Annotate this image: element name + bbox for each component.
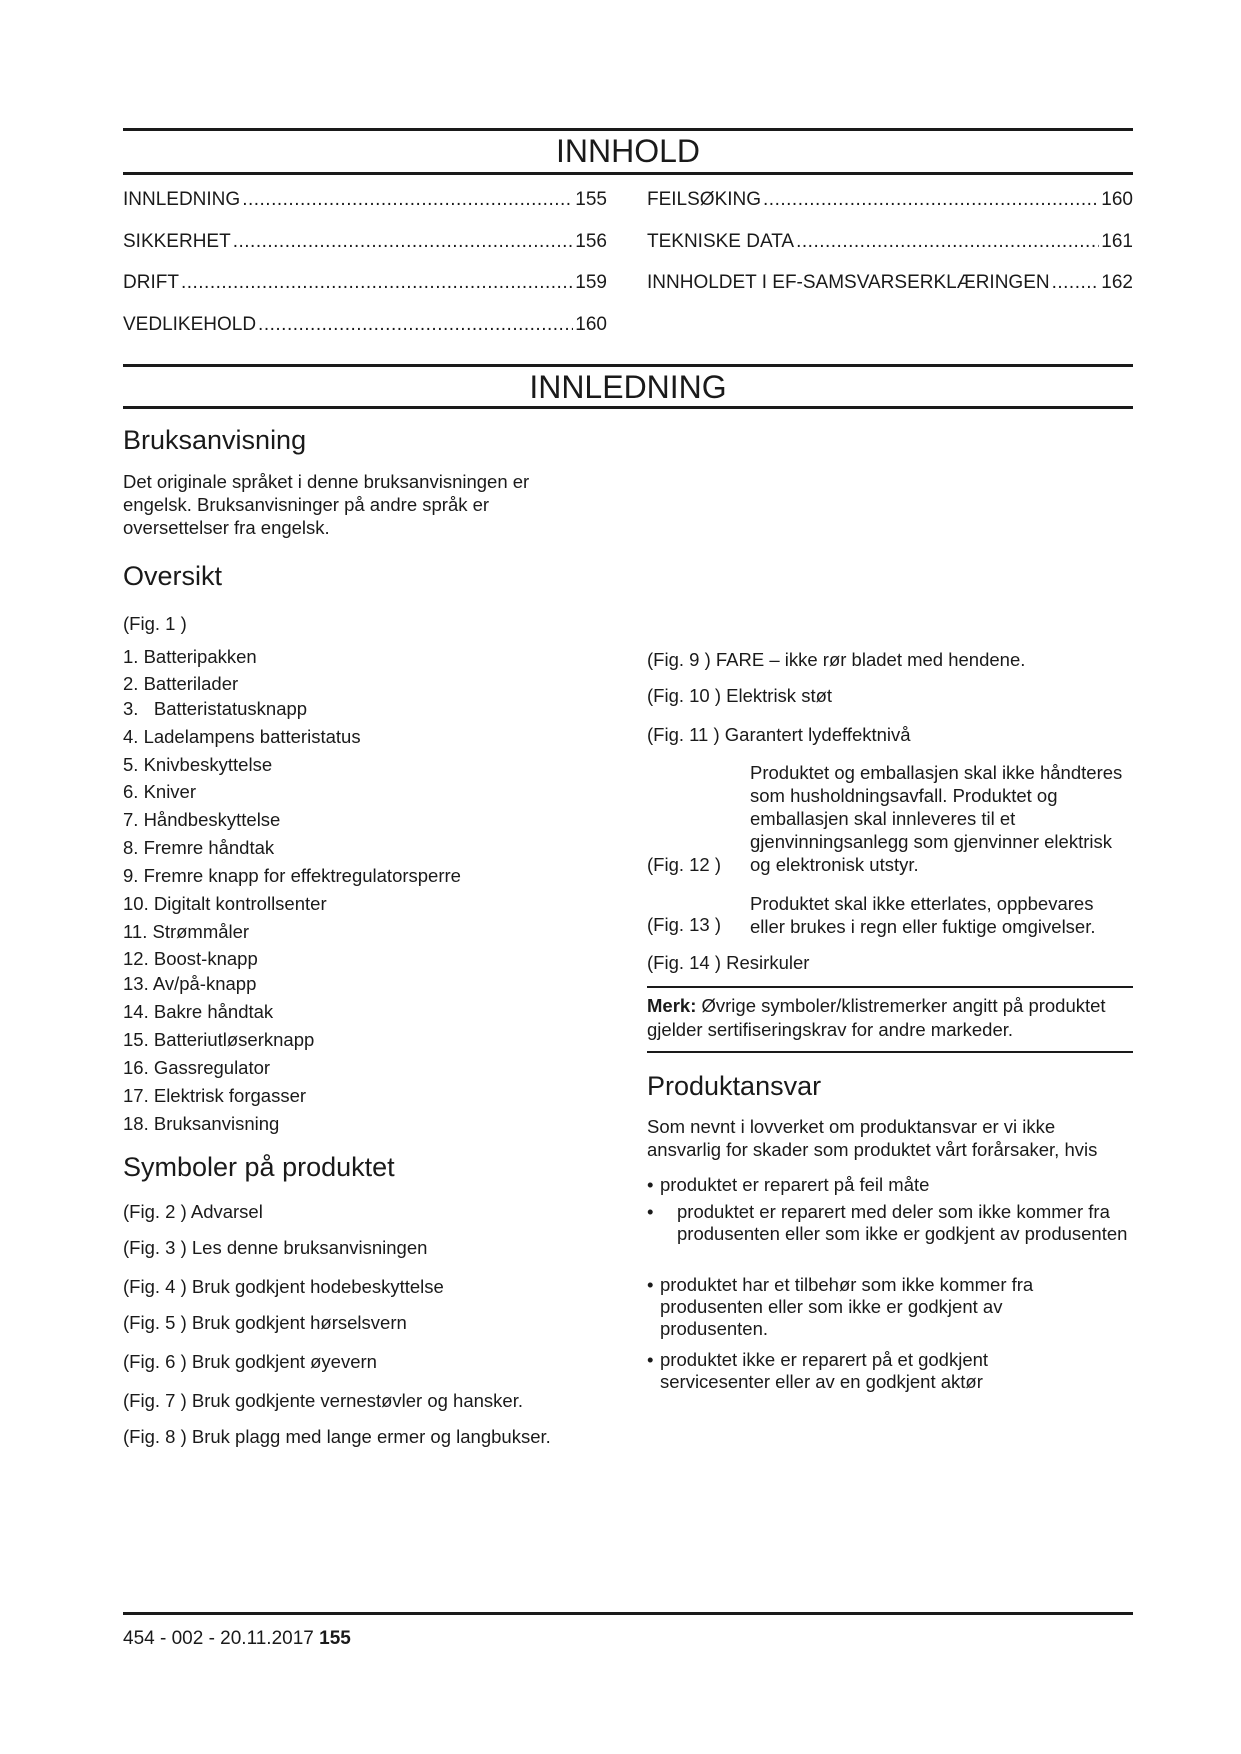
toc-entry-sikkerhet[interactable] [123, 231, 607, 253]
footer-rule [123, 1612, 1133, 1615]
produktansvar-bullet-1: produktet er reparert på feil måte [660, 1174, 930, 1195]
oversikt-heading: Oversikt [123, 561, 223, 591]
bullet-icon: • [647, 1349, 654, 1370]
symbol-fig-3: (Fig. 3 ) Les denne bruksanvisningen [123, 1237, 428, 1258]
note [647, 994, 1133, 1042]
symboler-heading: Symboler på produktet [123, 1152, 395, 1182]
toc-entry-drift[interactable] [123, 272, 607, 294]
symbol-fig-5: (Fig. 5 ) Bruk godkjent hørselsvern [123, 1312, 407, 1333]
list-item: 15. Batteriutløserknapp [123, 1029, 315, 1050]
symbol-fig-11: (Fig. 11 ) Garantert lydeffektnivå [647, 724, 911, 745]
list-item: 11. Strømmåler [123, 921, 250, 942]
innhold-bottom-rule [123, 172, 1133, 175]
bruksanvisning-heading: Bruksanvisning [123, 425, 307, 455]
list-item: 2. Batterilader [123, 673, 239, 694]
list-item: 18. Bruksanvisning [123, 1113, 280, 1134]
footer-doc: 454 - 002 - 20.11.2017 [123, 1628, 314, 1649]
oversikt-fig-ref: (Fig. 1 ) [123, 613, 187, 634]
innhold-top-rule [123, 128, 1133, 131]
toc-entry-ef-samsvar[interactable] [647, 272, 1133, 294]
toc-page: 160 [1101, 189, 1133, 210]
list-item: 14. Bakre håndtak [123, 1001, 274, 1022]
symbol-fig-13-text: Produktet skal ikke etterlates, oppbevares eller brukes i regn eller fuktige omgivelser. [750, 893, 1096, 937]
list-item: 9. Fremre knapp for effektregulatorsperre [123, 865, 461, 886]
list-item: 12. Boost-knapp [123, 948, 258, 969]
symbol-fig-8: (Fig. 8 ) Bruk plagg med lange ermer og langbukser. [123, 1426, 551, 1447]
toc-label: FEILSØKING [647, 189, 762, 210]
toc-page: 160 [575, 314, 607, 335]
symbol-fig-9: (Fig. 9 ) FARE – ikke rør bladet med hendene. [647, 649, 1026, 670]
toc-label: INNLEDNING [123, 189, 241, 210]
symbol-fig-4: (Fig. 4 ) Bruk godkjent hodebeskyttelse [123, 1276, 444, 1297]
produktansvar-heading: Produktansvar [647, 1071, 822, 1101]
bullet-icon: • [647, 1174, 654, 1195]
symbol-fig-10: (Fig. 10 ) Elektrisk støt [647, 685, 833, 706]
list-item: 7. Håndbeskyttelse [123, 809, 281, 830]
note-label: Merk: [647, 995, 697, 1016]
produktansvar-bullet-4: produktet ikke er reparert på et godkjent servicesenter eller av en godkjent aktør [660, 1349, 989, 1392]
toc-label: INNHOLDET I EF-SAMSVARSERKLÆRINGEN [647, 272, 1050, 293]
list-item: 1. Batteripakken [123, 646, 257, 667]
toc-page: 159 [575, 272, 607, 293]
produktansvar-bullet-2: produktet er reparert med deler som ikke kommer fra produsenten eller som ikke er godkjent av produsenten [677, 1201, 1128, 1244]
toc-page: 156 [575, 231, 607, 252]
list-item: 13. Av/på-knapp [123, 973, 257, 994]
list-item: 10. Digitalt kontrollsenter [123, 893, 327, 914]
bullet-icon: • [647, 1274, 654, 1295]
note-bottom-rule [647, 1051, 1133, 1053]
bullet-icon: • [647, 1201, 654, 1222]
list-item: 4. Ladelampens batteristatus [123, 726, 361, 747]
toc-label: SIKKERHET [123, 231, 231, 252]
page-footer [123, 1628, 351, 1650]
toc-label: TEKNISKE DATA [647, 231, 795, 252]
toc-page: 161 [1101, 231, 1133, 252]
list-item: 8. Fremre håndtak [123, 837, 275, 858]
list-item: 16. Gassregulator [123, 1057, 271, 1078]
innhold-title: INNHOLD [555, 133, 700, 169]
produktansvar-intro: Som nevnt i lovverket om produktansvar er vi ikke ansvarlig for skader som produktet vårt forårsaker, hvis [647, 1116, 1098, 1160]
toc-entry-innledning[interactable] [123, 189, 607, 211]
symbol-fig-12-label: (Fig. 12 ) [647, 854, 722, 875]
list-item: 17. Elektrisk forgasser [123, 1085, 307, 1106]
symbol-fig-14: (Fig. 14 ) Resirkuler [647, 952, 810, 973]
toc-page: 162 [1101, 272, 1133, 293]
note-top-rule [647, 986, 1133, 988]
symbol-fig-12-text: Produktet og emballasjen skal ikke håndteres som husholdningsavfall. Produktet og emballasjen skal innleveres til et gjenvinningsanlegg som gjenvinner elektrisk og elektronisk utstyr. [750, 762, 1123, 875]
footer-page-number: 155 [319, 1628, 351, 1649]
innledning-top-rule [123, 364, 1133, 367]
symbol-fig-7: (Fig. 7 ) Bruk godkjente vernestøvler og hansker. [123, 1390, 523, 1411]
produktansvar-bullet-3: produktet har et tilbehør som ikke kommer fra produsenten eller som ikke er godkjent av produsenten. [660, 1274, 1034, 1339]
symbol-fig-2: (Fig. 2 ) Advarsel [123, 1201, 263, 1222]
toc-page: 155 [575, 189, 607, 210]
toc-entry-vedlikehold[interactable] [123, 314, 607, 336]
list-item: 3. Batteristatusknapp [123, 698, 308, 719]
symbol-fig-6: (Fig. 6 ) Bruk godkjent øyevern [123, 1351, 377, 1372]
toc-entry-tekniske-data[interactable] [647, 231, 1133, 253]
innledning-title: INNLEDNING [529, 369, 727, 405]
toc-label: VEDLIKEHOLD [123, 314, 257, 335]
note-text: Øvrige symboler/klistremerker angitt på produktet gjelder sertifiseringskrav for andre markeder. [647, 995, 1106, 1040]
bruksanvisning-text: Det originale språket i denne bruksanvisningen er engelsk. Bruksanvisninger på andre språk er oversettelser fra engelsk. [123, 471, 530, 538]
toc-entry-feilsoking[interactable] [647, 189, 1133, 211]
list-item: 6. Kniver [123, 781, 197, 802]
list-item: 5. Knivbeskyttelse [123, 754, 273, 775]
symbol-fig-13-label: (Fig. 13 ) [647, 914, 722, 935]
innledning-bottom-rule [123, 406, 1133, 409]
toc-label: DRIFT [123, 272, 179, 293]
